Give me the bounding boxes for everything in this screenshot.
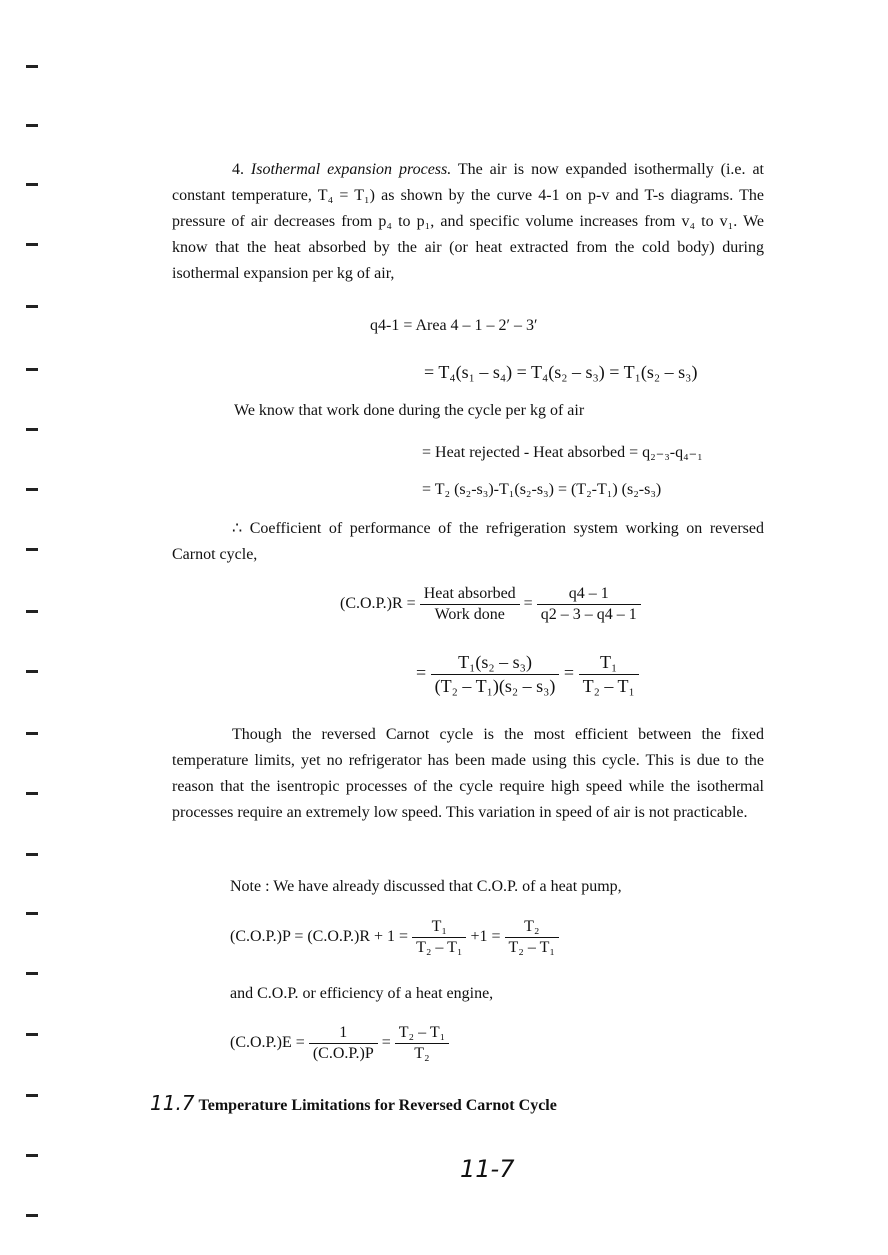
margin-mark (26, 610, 38, 613)
equation-q41-line1: q4-1 = Area 4 – 1 – 2′ – 3′ (370, 317, 538, 334)
numerator: T₁ (579, 652, 639, 675)
paragraph-text: Though the reversed Carnot cycle is the most efficient between the fixed temperature limits, yet no refrigerator has been made using this cycle. This is due to the reason that the isentropic processes of the cycle require high speed while the isothermal processes require an extremely low speed. This variation in speed of air is not practicable. (172, 726, 764, 821)
margin-mark (26, 124, 38, 127)
margin-mark (26, 183, 38, 186)
equation-work-line1: = Heat rejected - Heat absorbed = q₂₋₃-q₄₋₁ (422, 444, 703, 461)
equation-cop-r (340, 585, 641, 624)
margin-mark (26, 428, 38, 431)
paragraph-text: The air is now expanded isothermally (i.e. at constant temperature, T₄ = T₁) as shown by the curve 4-1 on p-v and T-s diagrams. The pressure of air decreases from p₄ to p₁, and specific volume increases from v₄ to v₁. We know that the heat absorbed by the air (or heat extracted from the cold body) during isothermal expansion per kg of air, (172, 161, 765, 282)
paragraph-note: Note : We have already discussed that C.O.P. of a heat pump, (230, 878, 622, 895)
fraction (412, 918, 466, 957)
margin-mark (26, 488, 38, 491)
fraction (395, 1024, 449, 1063)
margin-mark (26, 305, 38, 308)
denominator: (T₂ – T₁)(s₂ – s₃) (434, 676, 556, 696)
equation-cop-r-simplified (416, 652, 639, 697)
section-number: 11.7 (150, 1091, 195, 1115)
denominator: T₂ – T₁ (416, 939, 463, 956)
margin-mark (26, 1214, 38, 1217)
denominator: q2 – 3 – q4 – 1 (540, 606, 637, 623)
numerator: Heat absorbed (420, 585, 520, 605)
eq-lhs: (C.O.P.)P = (C.O.P.)R + 1 = (230, 928, 409, 946)
numerator: T₁(s₂ – s₃) (431, 652, 560, 675)
margin-mark (26, 243, 38, 246)
margin-mark (26, 368, 38, 371)
denominator: Work done (434, 606, 505, 623)
margin-mark (26, 853, 38, 856)
equation-work-line2: = T₂ (s₂-s₃)-T₁(s₂-s₃) = (T₂-T₁) (s₂-s₃) (422, 481, 662, 498)
equation-q41-line2: = T₄(s₁ – s₄) = T₄(s₂ – s₃) = T₁(s₂ – s₃) (424, 362, 698, 382)
numerator: T₁ (412, 918, 466, 938)
section-title: Temperature Limitations for Reversed Carnot Cycle (198, 1097, 557, 1114)
equals-sign: = (523, 595, 533, 613)
item-number: 4. (232, 161, 244, 178)
fraction (505, 918, 559, 957)
equals-sign: = (416, 662, 427, 683)
equation-cop-p (230, 918, 559, 957)
margin-mark (26, 1033, 38, 1036)
numerator: 1 (309, 1024, 378, 1044)
eq-lhs: (C.O.P.)R = (340, 595, 416, 613)
item-title: Isothermal expansion process. (250, 161, 452, 178)
paragraph-isothermal (172, 157, 764, 287)
margin-mark (26, 792, 38, 795)
denominator: T₂ (414, 1045, 430, 1062)
equation-cop-e (230, 1024, 449, 1063)
eq-lhs: (C.O.P.)E = (230, 1034, 305, 1052)
section-heading (150, 1091, 557, 1115)
numerator: T₂ – T₁ (395, 1024, 449, 1044)
eq-middle: +1 = (470, 928, 501, 946)
fraction (309, 1024, 378, 1063)
numerator: q4 – 1 (537, 585, 641, 605)
page-number: 11-7 (460, 1155, 515, 1183)
fraction (579, 652, 639, 697)
equals-sign: = (381, 1034, 391, 1052)
denominator: T₂ – T₁ (508, 939, 555, 956)
fraction (537, 585, 641, 624)
margin-mark (26, 732, 38, 735)
margin-mark (26, 912, 38, 915)
margin-mark (26, 1154, 38, 1157)
paragraph-though (172, 722, 764, 826)
denominator: (C.O.P.)P (312, 1045, 374, 1062)
margin-mark (26, 670, 38, 673)
paragraph-work: We know that work done during the cycle per kg of air (234, 402, 585, 419)
denominator: T₂ – T₁ (582, 676, 635, 696)
equals-sign: = (563, 662, 575, 683)
numerator: T₂ (505, 918, 559, 938)
paragraph-cop (172, 516, 764, 568)
margin-mark (26, 65, 38, 68)
paragraph-text: ∴ Coefficient of performance of the refrigeration system working on reversed Carnot cycle, (172, 520, 764, 563)
margin-mark (26, 548, 38, 551)
paragraph-engine: and C.O.P. or efficiency of a heat engine, (230, 985, 494, 1002)
fraction (420, 585, 520, 624)
margin-mark (26, 972, 38, 975)
fraction (431, 652, 560, 697)
margin-mark (26, 1094, 38, 1097)
